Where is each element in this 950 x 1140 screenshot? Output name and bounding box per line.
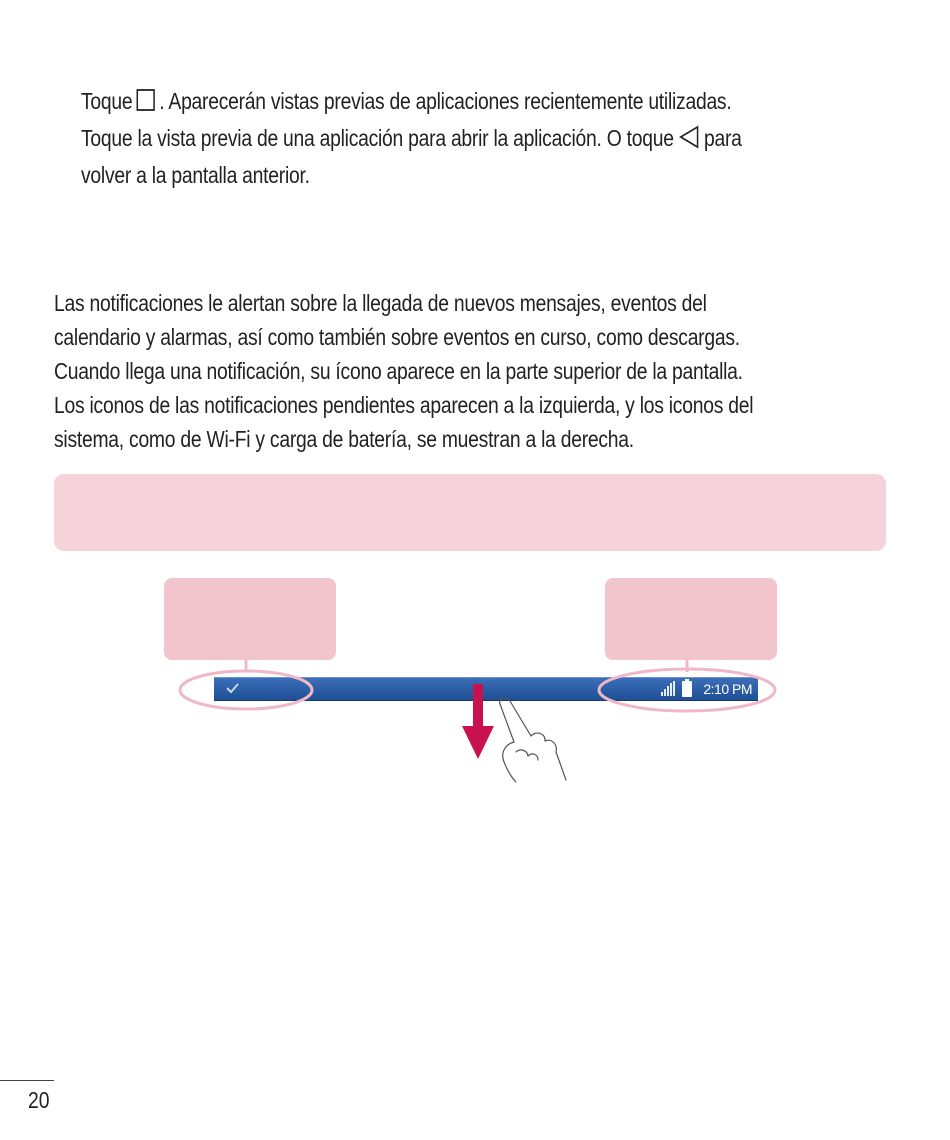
- paragraph-line: Cuando llega una notificación, su ícono aparece en la parte superior de la pantalla.: [54, 358, 743, 384]
- paragraph-line: Los iconos de las notificaciones pendientes aparecen a la izquierda, y los iconos del: [54, 392, 754, 418]
- paragraph-line: sistema, como de Wi-Fi y carga de batería, se muestran a la derecha.: [54, 426, 634, 452]
- status-time: 2:10 PM: [703, 681, 752, 697]
- finger-hand-icon: [500, 698, 566, 782]
- battery-icon: [682, 679, 692, 697]
- checkmark-icon: [227, 684, 238, 692]
- page-number: 20: [28, 1087, 50, 1113]
- paragraph-line: calendario y alarmas, así como también sobre eventos en curso, como descargas.: [54, 324, 740, 350]
- swipe-down-arrow-icon: [462, 684, 494, 759]
- left-highlight-circle: [180, 671, 312, 709]
- paragraph-line: Las notificaciones le alertan sobre la llegada de nuevos mensajes, eventos del: [54, 290, 707, 316]
- text-segment: Toque: [81, 88, 133, 114]
- signal-bars-icon: [661, 681, 675, 696]
- text-segment: . Aparecerán vistas previas de aplicaciones recientemente utilizadas.: [159, 88, 732, 114]
- page-rule: [0, 1080, 54, 1081]
- text-segment: para: [703, 125, 742, 151]
- paragraph-line: volver a la pantalla anterior.: [81, 162, 310, 188]
- text-segment: Toque la vista previa de una aplicación para abrir la aplicación. O toque: [81, 125, 674, 151]
